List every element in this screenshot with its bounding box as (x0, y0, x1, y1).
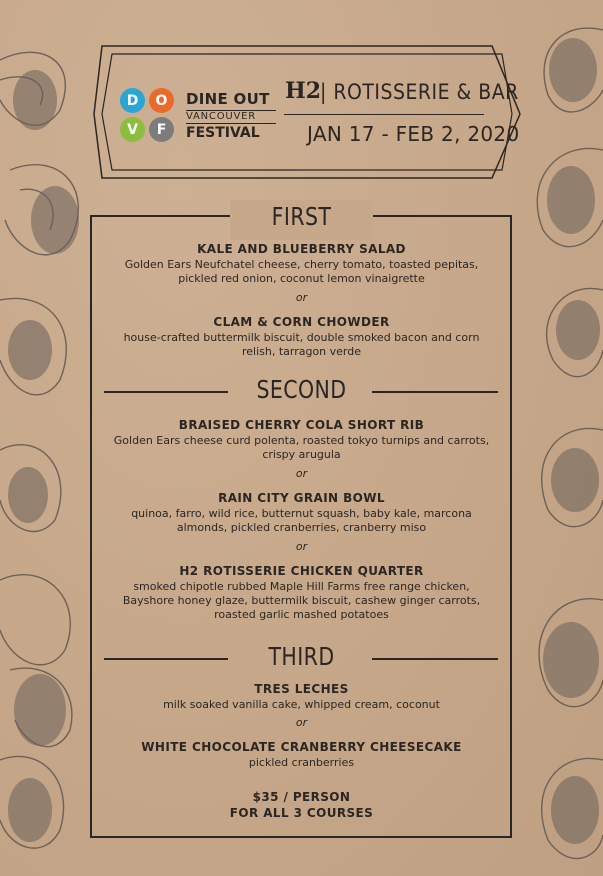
festival-wordmark (186, 92, 276, 140)
section-title-third: THIRD (268, 642, 335, 671)
section-title-first: FIRST (271, 202, 332, 231)
dovf-v-dot: V (120, 117, 145, 142)
section-title-second: SECOND (256, 375, 347, 404)
dovf-f-dot: F (149, 117, 174, 142)
or-separator: or (295, 291, 308, 304)
dish-name: TRES LECHES (254, 682, 349, 696)
dish-name: KALE AND BLUEBERRY SALAD (197, 242, 406, 256)
dish-item (95, 418, 508, 462)
header-divider (284, 114, 484, 115)
dish-item (95, 564, 508, 622)
dish-name: H2 ROTISSERIE CHICKEN QUARTER (179, 564, 424, 578)
price-line: $35 / PERSON (252, 790, 351, 804)
dish-description: quinoa, farro, wild rice, butternut squash, baby kale, marcona almonds, pickled cranberries, cranberry miso (131, 507, 472, 534)
dish-description: smoked chipotle rubbed Maple Hill Farms free range chicken, Bayshore honey glaze, buttermilk biscuit, cashew ginger carrots, roasted garlic mashed potatoes (122, 580, 481, 621)
dish-description: Golden Ears Neufchatel cheese, cherry tomato, toasted pepitas, pickled red onion, coconut lemon vinaigrette (124, 258, 479, 285)
dish-description: pickled cranberries (248, 756, 355, 769)
dish-description: milk soaked vanilla cake, whipped cream, coconut (163, 698, 440, 711)
or-separator: or (295, 467, 308, 480)
event-dates: JAN 17 - FEB 2, 2020 (307, 122, 520, 146)
dish-item (95, 740, 508, 770)
festival-line1: DINE OUT (186, 90, 270, 108)
dish-item (95, 491, 508, 535)
dish-name: CLAM & CORN CHOWDER (213, 315, 390, 329)
dish-name: RAIN CITY GRAIN BOWL (218, 491, 385, 505)
or-separator: or (295, 716, 308, 729)
dish-name: WHITE CHOCOLATE CRANBERRY CHEESECAKE (141, 740, 462, 754)
dish-description: house-crafted buttermilk biscuit, double smoked bacon and corn relish, tarragon verde (123, 331, 480, 358)
price-block (95, 789, 508, 821)
dish-item (95, 242, 508, 286)
festival-line2: VANCOUVER (186, 110, 276, 124)
dish-item (95, 682, 508, 712)
price-note: FOR ALL 3 COURSES (229, 806, 374, 820)
festival-line3: FESTIVAL (186, 125, 260, 141)
dovf-d-dot: D (120, 88, 145, 113)
dovf-o-dot: O (149, 88, 174, 113)
dovf-logo (120, 88, 176, 144)
or-separator: or (295, 540, 308, 553)
dish-name: BRAISED CHERRY COLA SHORT RIB (178, 418, 425, 432)
restaurant-logo: H2 (285, 78, 322, 104)
restaurant-name: | ROTISSERIE & BAR (320, 80, 519, 104)
dish-item (95, 315, 508, 359)
dish-description: Golden Ears cheese curd polenta, roasted tokyo turnips and carrots, crispy arugula (113, 434, 490, 461)
